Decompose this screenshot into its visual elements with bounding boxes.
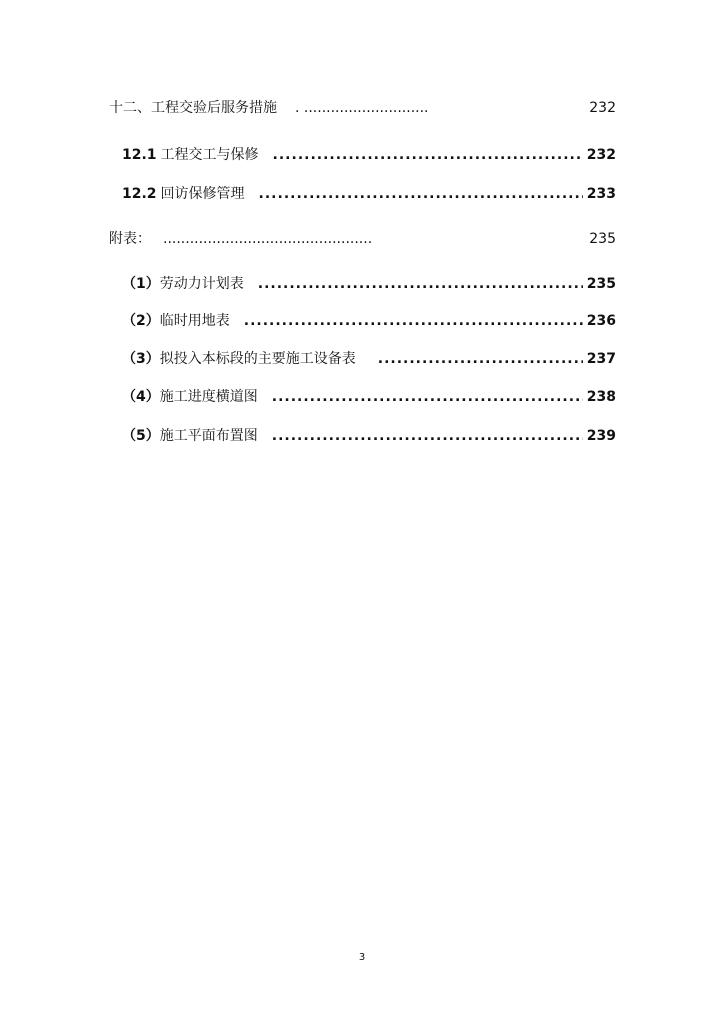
- toc-entry-title: 施工进度横道图: [159, 389, 258, 405]
- toc-entry-number: （2）: [122, 313, 160, 329]
- toc-leader-dots: [378, 349, 583, 369]
- toc-entry-chapter-12[interactable]: [109, 98, 616, 118]
- toc-entry-title: 临时用地表: [159, 313, 230, 329]
- toc-entry-title: 施工平面布置图: [159, 428, 258, 444]
- toc-entry-number: （1）: [122, 276, 160, 292]
- toc-entry-12-1[interactable]: [122, 145, 616, 165]
- toc-entry-title: 工程交工与保修: [160, 147, 259, 163]
- toc-page-number: 239: [586, 428, 616, 444]
- toc-leader-dots: [244, 311, 583, 331]
- toc-leader-dots: . ............................: [295, 100, 429, 116]
- toc-entry-title: 劳动力计划表: [159, 276, 244, 292]
- toc-entry-title: 十二、工程交验后服务措施: [109, 100, 277, 116]
- toc-page-number: 232: [589, 100, 616, 116]
- toc-page-number: 235: [589, 231, 616, 247]
- toc-leader-dots: [259, 184, 583, 204]
- toc-page-number: 233: [586, 186, 616, 202]
- toc-leader-dots: [258, 274, 583, 294]
- toc-entry-12-2[interactable]: [122, 184, 616, 204]
- toc-leader-dots: [272, 426, 583, 446]
- toc-page-number: 238: [586, 389, 616, 405]
- page-number: 3: [358, 952, 366, 963]
- toc-page-number: 235: [586, 276, 616, 292]
- toc-leader-dots: [273, 145, 583, 165]
- toc-entry-title: 附表：: [109, 231, 151, 247]
- toc-entry-number: （3）: [122, 351, 160, 367]
- toc-leader-dots: ...............................................: [163, 231, 373, 247]
- toc-page-number: 236: [586, 313, 616, 329]
- toc-entry-appendix[interactable]: [109, 229, 616, 249]
- toc-entry-number: （4）: [122, 389, 160, 405]
- toc-page-number: 232: [586, 147, 616, 163]
- toc-entry-title: 拟投入本标段的主要施工设备表: [159, 351, 356, 367]
- toc-page-number: 237: [586, 351, 616, 367]
- toc-entry-number: （5）: [122, 428, 160, 444]
- toc-entry-appendix-4[interactable]: [122, 387, 616, 407]
- toc-entry-number: 12.1: [122, 147, 157, 163]
- toc-entry-appendix-5[interactable]: [122, 426, 616, 446]
- toc-entry-title: 回访保修管理: [160, 186, 245, 202]
- toc-entry-number: 12.2: [122, 186, 157, 202]
- toc-entry-appendix-1[interactable]: [122, 274, 616, 294]
- toc-leader-dots: [272, 387, 583, 407]
- toc-entry-appendix-2[interactable]: [122, 311, 616, 331]
- toc-entry-appendix-3[interactable]: [122, 349, 616, 369]
